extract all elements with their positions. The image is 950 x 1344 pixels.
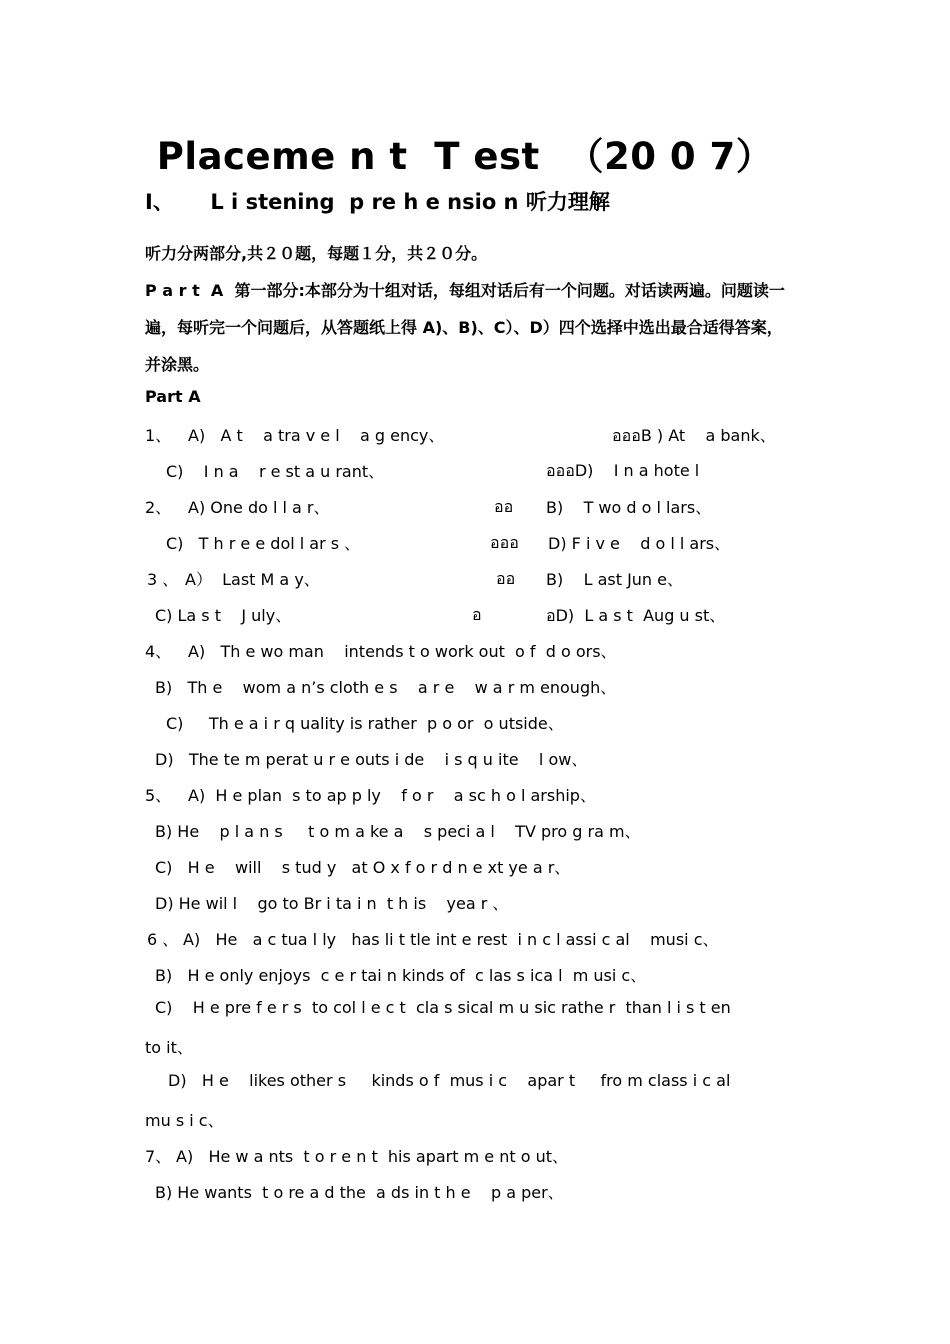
q4-number: 4、 xyxy=(145,642,172,661)
q4-option-b: B) Th e wom a n’s cloth e s a r e w a r m enough、 xyxy=(155,678,617,697)
q2-mark-2: อออ xyxy=(490,533,519,552)
part-a-instruction-line-2: 遍，每听完一个问题后，从答题纸上得 A)、B)、C）、D）四个选择中选出最合适得答案， xyxy=(145,318,783,337)
q1-option-c: C) I n a r e st a u rant、 xyxy=(166,462,385,481)
q5-option-a: A) H e plan s to ap p ly f o r a sc h o l arship、 xyxy=(188,786,596,805)
q1-option-a: A) A t a tra v e l a g ency、 xyxy=(188,426,445,445)
q7-number: 7、 xyxy=(145,1147,172,1166)
q7-option-a: A) He w a nts t o r e n t his apart m e nt o ut、 xyxy=(176,1147,568,1166)
q2-option-d: D) F i v e d o l l ars、 xyxy=(548,534,731,553)
q4-option-c: C) Th e a i r q uality is rather p o or o utside、 xyxy=(166,714,564,733)
q6-option-d: D) H e likes other s kinds o f mus i c apar t fro m class i c al xyxy=(168,1071,731,1090)
q3-mark-2: อ xyxy=(472,605,482,624)
q5-option-c: C) H e will s tud y at O x f o r d n e xt ye a r、 xyxy=(155,858,571,877)
q2-option-b: B) T wo d o l lars、 xyxy=(546,498,712,517)
q3-option-b: B) L ast Jun e、 xyxy=(546,570,683,589)
q6-option-b: B) H e only enjoys c e r tai n kinds of c las s ica l m usi c、 xyxy=(155,966,647,985)
q4-option-d: D) The te m perat u r e outs i de i s q u ite l ow、 xyxy=(155,750,588,769)
q7-option-b: B) He wants t o re a d the a ds in t h e p a per、 xyxy=(155,1183,564,1202)
q5-number: 5、 xyxy=(145,786,172,805)
q2-option-c: C) T h r e e dol l ar s 、 xyxy=(166,534,361,553)
q2-option-a: A) One do l l a r、 xyxy=(188,498,330,517)
q3-option-d: อD) L a s t Aug u st、 xyxy=(546,606,726,625)
page-title: Placeme n t T est （20 0 7） xyxy=(156,135,774,178)
q1-option-d: อออD) I n a hote l xyxy=(546,461,700,480)
q2-number: 2、 xyxy=(145,498,172,517)
section-heading: I、 L i stening p re h e nsio n 听力理解 xyxy=(145,190,610,214)
q5-option-b: B) He p l a n s t o m a ke a s peci a l TV pro g ra m、 xyxy=(155,822,641,841)
q3-option-c: C) La s t J uly、 xyxy=(155,606,292,625)
q1-option-b: อออB ) At a bank、 xyxy=(612,426,776,445)
intro-text: 听力分两部分,共２０题，每题１分，共２０分。 xyxy=(145,244,488,263)
part-a-instruction-line-3: 并涂黑。 xyxy=(145,355,210,374)
q3-number: 3 、 xyxy=(147,570,179,589)
q6-option-d-continued: mu s i c、 xyxy=(145,1111,224,1130)
q2-mark: ออ xyxy=(494,497,514,516)
q4-option-a: A) Th e wo man intends t o work out o f d o ors、 xyxy=(188,642,617,661)
q6-option-a: A) He a c tua l ly has li t tle int e rest i n c l assi c al musi c、 xyxy=(183,930,719,949)
q1-number: 1、 xyxy=(145,426,172,445)
part-label: Part A xyxy=(145,387,201,406)
q6-option-c-continued: to it、 xyxy=(145,1038,193,1057)
part-a-instruction-line-1: P a r t A 第一部分:本部分为十组对话，每组对话后有一个问题。对话读两遍。问题读一 xyxy=(145,281,785,300)
q3-mark: ออ xyxy=(496,569,516,588)
q6-option-c: C) H e pre f e r s to col l e c t cla s sical m u sic rathe r than l i s t en xyxy=(155,998,731,1017)
q3-option-a: A） Last M a y、 xyxy=(185,570,320,589)
q5-option-d: D) He wil l go to Br i ta i n t h is yea r 、 xyxy=(155,894,509,913)
q6-number: 6 、 xyxy=(147,930,179,949)
